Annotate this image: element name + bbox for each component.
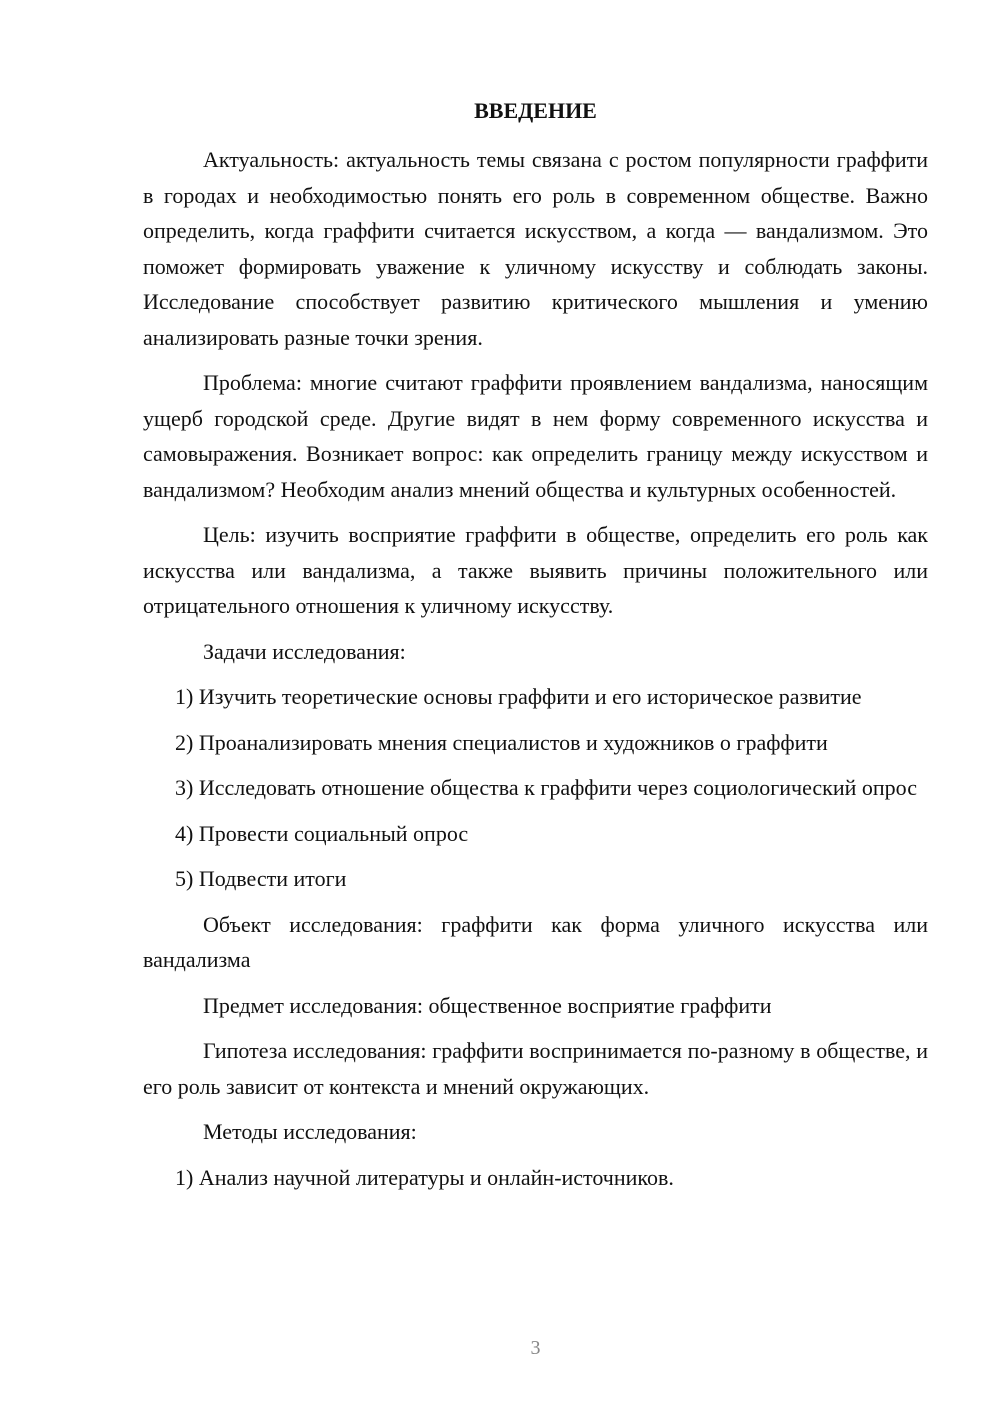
section-title: ВВЕДЕНИЕ [474,98,597,123]
methods-heading: Методы исследования: [203,1119,417,1144]
paragraph-problem: Проблема: многие считают граффити проявлением вандализма, наносящим ущерб городской среде. Другие видят в нем форму современного искусства и самовыражения. Возникает вопрос: как определить границу между искусством и вандализмом? Необходим анализ мнений общества и культурных особенностей. [143,370,928,502]
paragraph-object: Объект исследования: граффити как форма уличного искусства или вандализма [143,911,928,972]
paragraph-goal: Цель: изучить восприятие граффити в обществе, определить его роль как искусства или вандализма, а также выявить причины положительного или отрицательного отношения к уличному искусству. [143,522,928,618]
section-body [143,142,928,1205]
task-item-4: 4) Провести социальный опрос [175,820,469,846]
document-page [143,0,928,1414]
task-item-5: 5) Подвести итоги [175,866,347,891]
paragraph-relevance: Актуальность: актуальность темы связана с ростом популярности граффити в городах и необходимостью понять его роль в современном обществе. Важно определить, когда граффити считается искусством, а когда — вандализмом. Это поможет формировать уважение к уличному искусству и соблюдать законы. Исследование способствует развитию критического мышления и умению анализировать разные точки зрения. [143,147,928,350]
page-number: 3 [530,1337,541,1359]
method-item-1: 1) Анализ научной литературы и онлайн-источников. [175,1164,674,1190]
tasks-heading: Задачи исследования: [203,638,406,664]
paragraph-subject: Предмет исследования: общественное восприятие граффити [203,992,772,1018]
task-item-3: 3) Исследовать отношение общества к граффити через социологический опрос [175,775,917,800]
paragraph-hypothesis: Гипотеза исследования: граффити воспринимается по-разному в обществе, и его роль зависит от контекста и мнений окружающих. [143,1038,928,1099]
task-item-2: 2) Проанализировать мнения специалистов и художников о граффити [175,729,828,755]
task-item-1: 1) Изучить теоретические основы граффити и его историческое развитие [175,684,862,709]
